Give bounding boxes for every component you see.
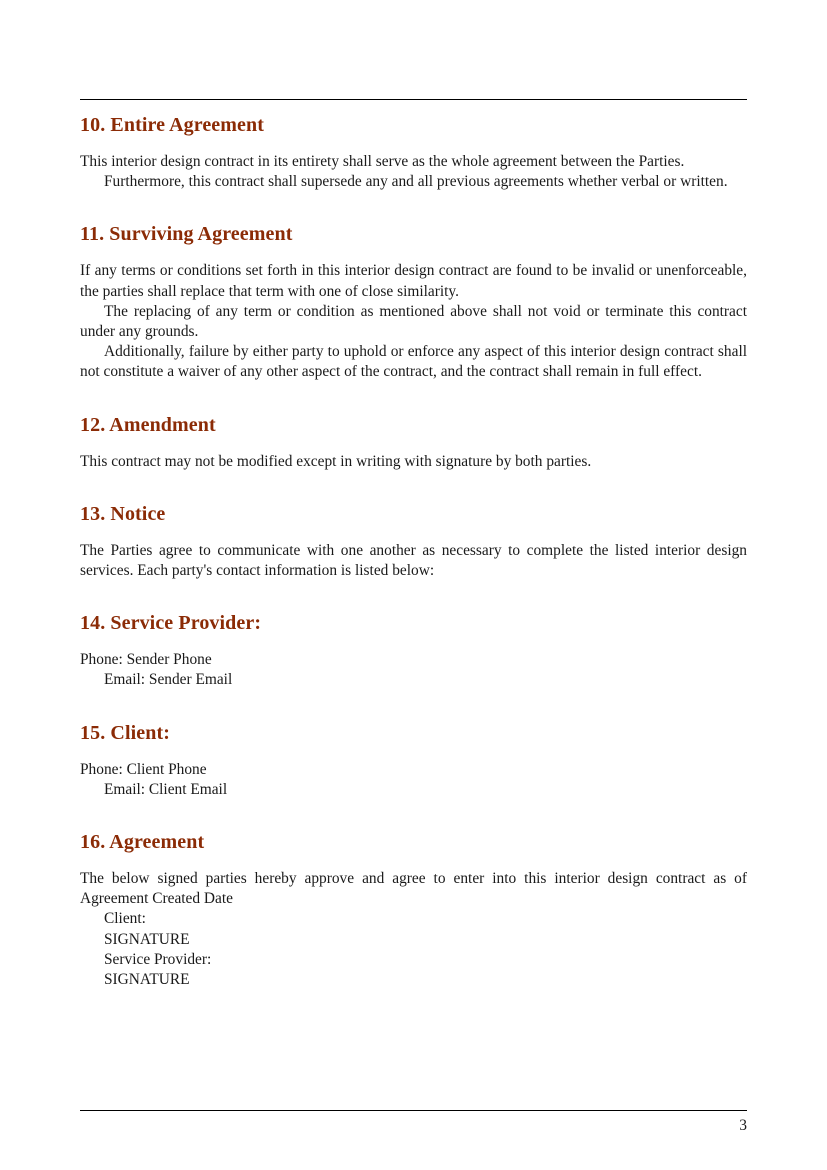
- signature-placeholder-client: SIGNATURE: [104, 930, 190, 948]
- section-13-body: [80, 541, 747, 581]
- document-body: [80, 113, 747, 990]
- paragraph: The replacing of any term or condition as mentioned above shall not void or terminate this contract under any grounds.: [80, 302, 747, 341]
- section-heading-16: 16. Agreement: [80, 831, 205, 854]
- section-service-provider: [80, 611, 747, 690]
- section-14-body: [80, 650, 747, 690]
- paragraph: This interior design contract in its entirety shall serve as the whole agreement between the Parties.: [80, 153, 685, 170]
- signature-label-service-provider: Service Provider:: [104, 950, 212, 968]
- signature-placeholder-service-provider: SIGNATURE: [104, 971, 190, 989]
- section-heading-15: 15. Client:: [80, 721, 170, 744]
- section-heading-14: 14. Service Provider:: [80, 612, 262, 635]
- paragraph: The below signed parties hereby approve and agree to enter into this interior design contract as of Agreement Created Date: [80, 870, 747, 908]
- section-surviving-agreement: [80, 222, 747, 382]
- paragraph: This contract may not be modified except in writing with signature by both parties.: [80, 452, 592, 470]
- service-provider-phone: Phone: Sender Phone: [80, 651, 212, 669]
- section-notice: [80, 502, 747, 581]
- section-heading-11: 11. Surviving Agreement: [80, 223, 293, 246]
- section-15-body: [80, 760, 747, 800]
- paragraph: If any terms or conditions set forth in this interior design contract are found to be invalid or unenforceable, the parties shall replace that term with one of close similarity.: [80, 262, 747, 300]
- paragraph: The Parties agree to communicate with one another as necessary to complete the listed interior design services. Each party's contact information is listed below:: [80, 541, 747, 580]
- paragraph: Additionally, failure by either party to uphold or enforce any aspect of this interior design contract shall not constitute a waiver of any other aspect of the contract, and the contract shall remain in full effect.: [80, 343, 747, 381]
- section-16-body: [80, 869, 747, 990]
- signature-label-client: Client:: [104, 910, 146, 928]
- service-provider-email: Email: Sender Email: [104, 671, 233, 689]
- section-heading-12: 12. Amendment: [80, 413, 216, 436]
- client-email: Email: Client Email: [104, 780, 228, 798]
- footer-rule: [80, 1110, 747, 1111]
- paragraph: Furthermore, this contract shall supersede any and all previous agreements whether verbal or written.: [104, 173, 728, 191]
- header-rule: [80, 99, 747, 100]
- page-number: 3: [739, 1117, 747, 1134]
- document-page: [80, 0, 747, 1170]
- section-heading-13: 13. Notice: [80, 502, 166, 525]
- section-12-body: [80, 452, 747, 472]
- section-agreement: [80, 830, 747, 990]
- section-11-body: [80, 261, 747, 382]
- section-amendment: [80, 413, 747, 472]
- section-10-body: [80, 152, 747, 192]
- client-phone: Phone: Client Phone: [80, 760, 207, 778]
- section-heading-10: 10. Entire Agreement: [80, 114, 265, 136]
- section-entire-agreement: [80, 113, 747, 192]
- section-client: [80, 721, 747, 800]
